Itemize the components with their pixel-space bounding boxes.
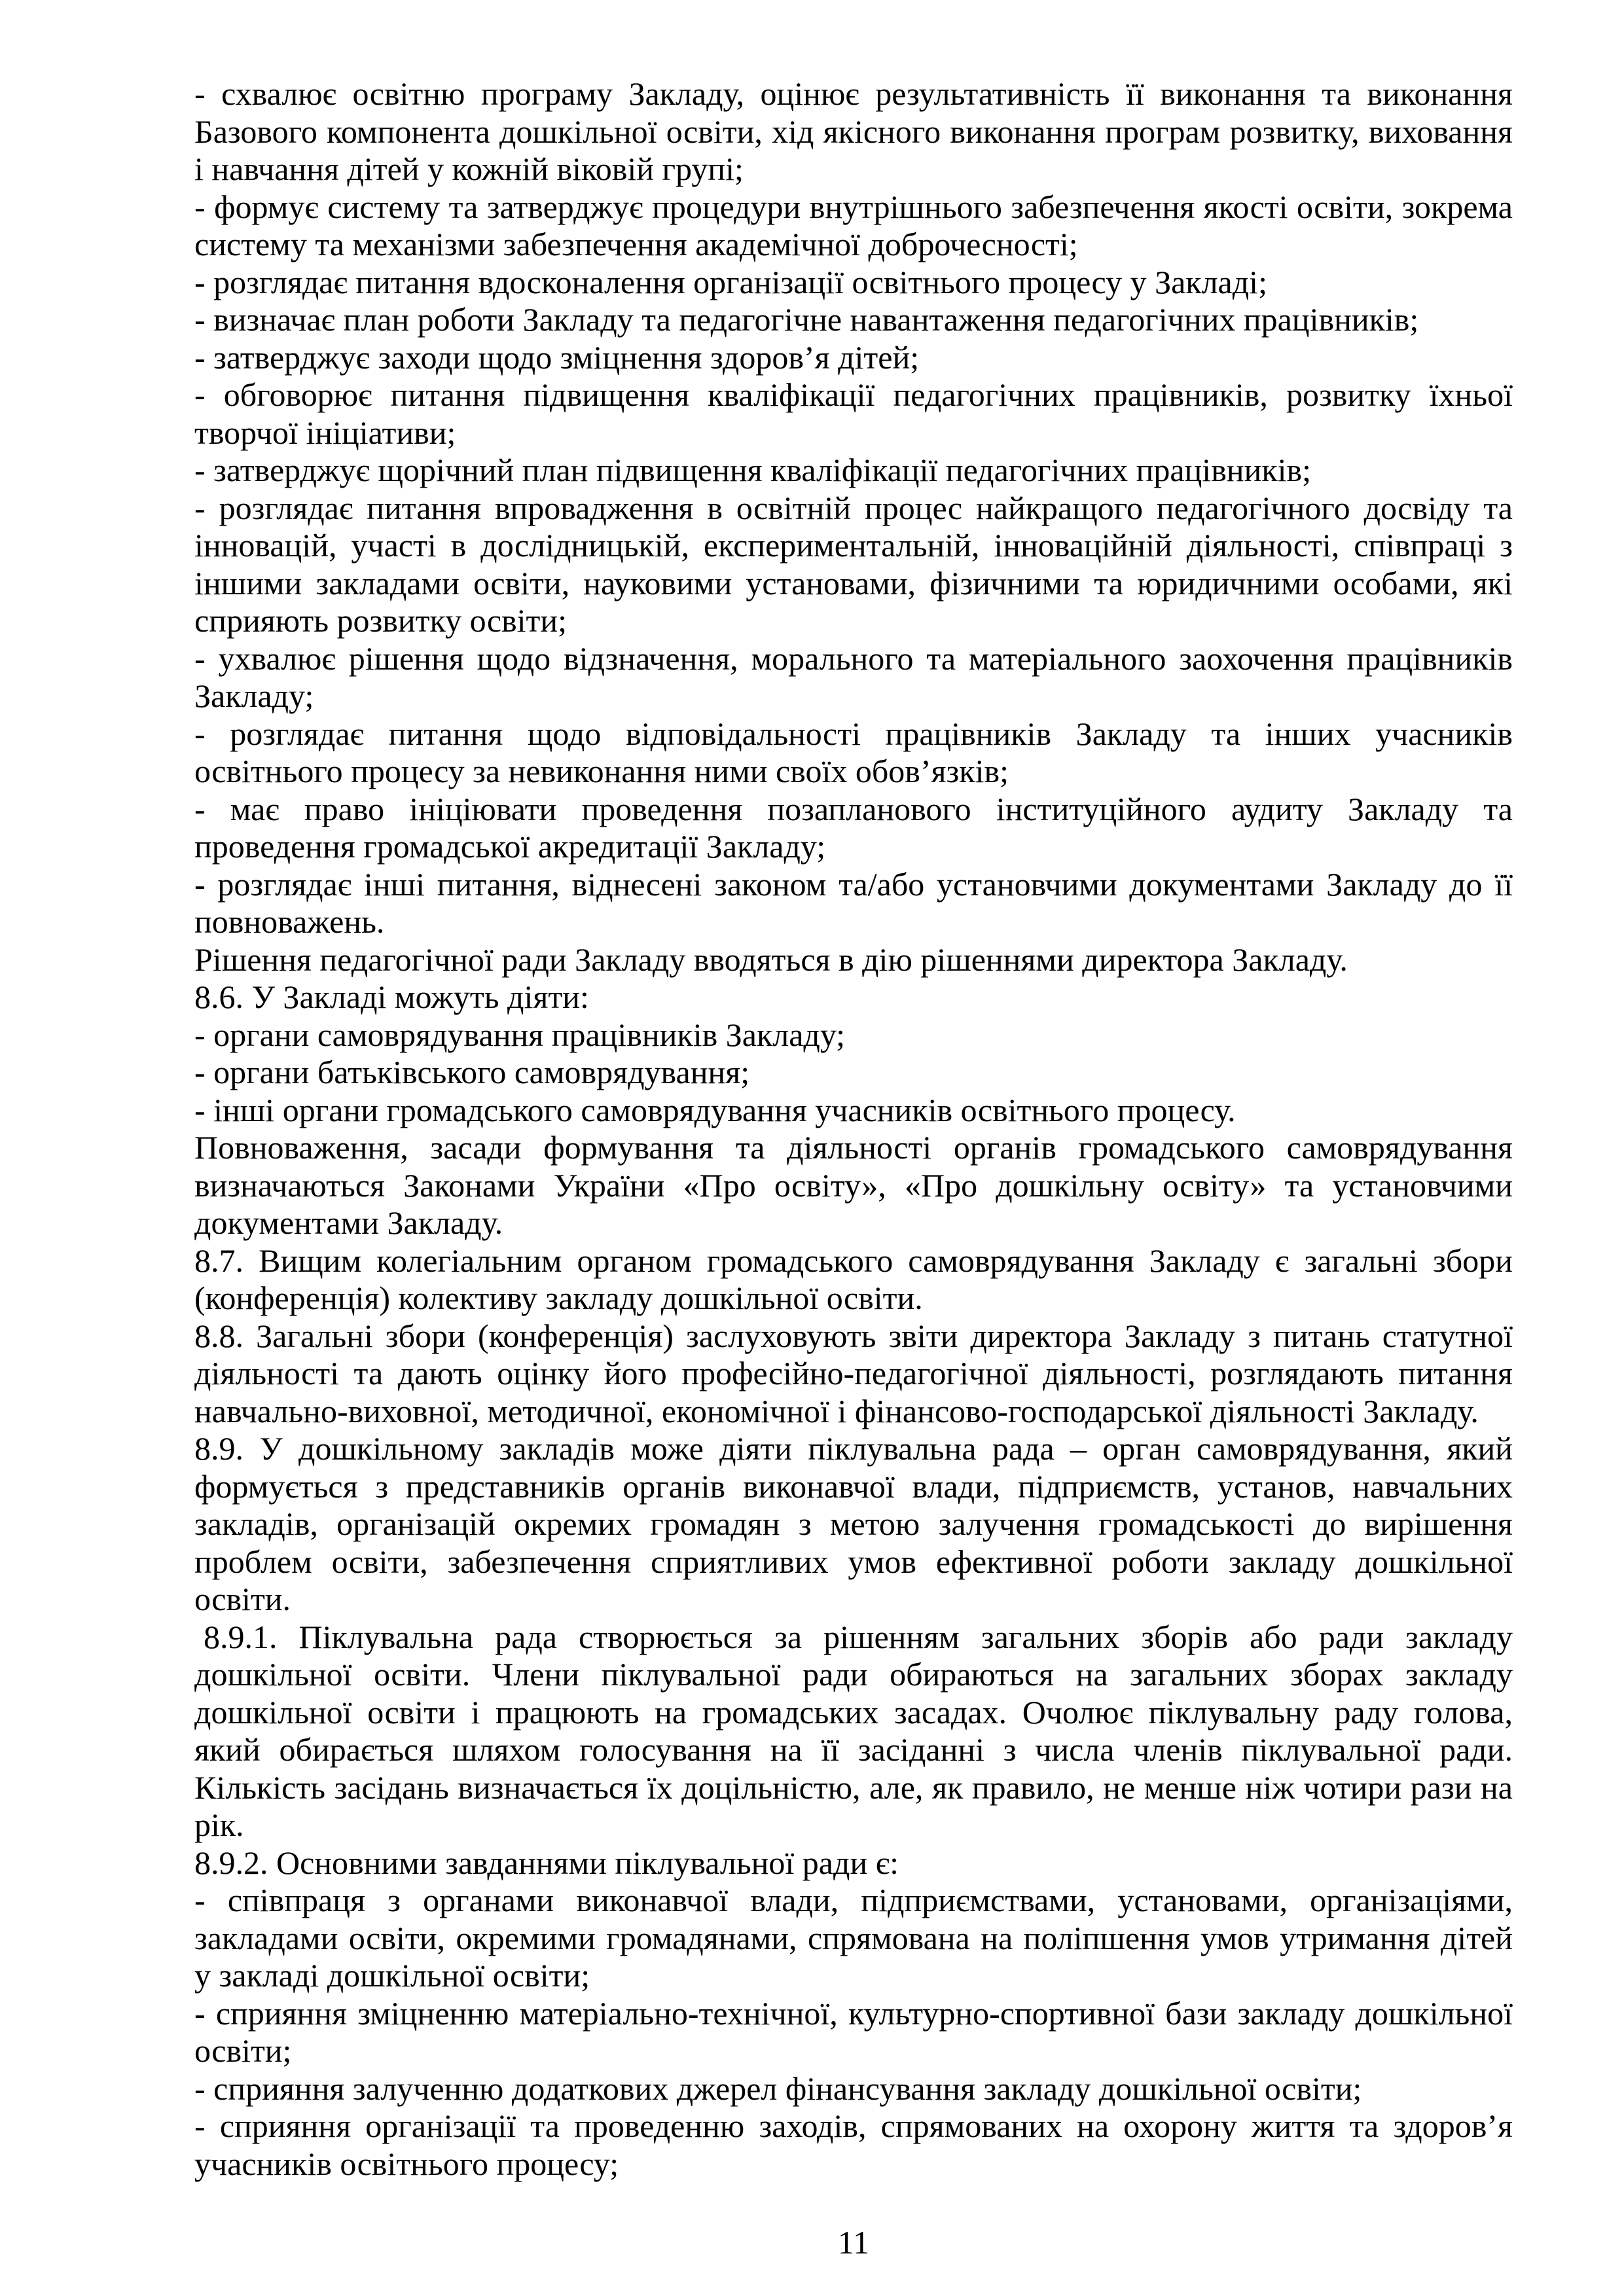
paragraph: - інші органи громадського самоврядування учасників освітнього процесу. (194, 1091, 1236, 1128)
paragraph: 8.8. Загальні збори (конференція) заслуховують звіти директора Закладу з питань статутної діяльності та дають оцінку його професійно-педагогічної діяльності, розглядають питання навчально-виховної, методичної, економічної і фінансово-господарської діяльності Закладу. (194, 1317, 1513, 1429)
paragraph: - ухвалює рішення щодо відзначення, морального та матеріального заохочення працівників Закладу; (194, 639, 1513, 714)
paragraph: - розглядає питання впровадження в освітній процес найкращого педагогічного досвіду та інновацій, участі в дослідницькій, експериментальній, інноваційній діяльності, співпраці з іншими закладами освіти, науковими установами, фізичними та юридичними особами, які сприяють розвитку освіти; (194, 489, 1513, 639)
statute-text-block (194, 75, 1513, 2183)
paragraph: 8.6. У Закладі можуть діяти: (194, 978, 589, 1015)
paragraph: 8.7. Вищим колегіальним органом громадського самоврядування Закладу є загальні збори (конференція) колективу закладу дошкільної освіти. (194, 1242, 1513, 1316)
paragraph: - затверджує щорічний план підвищення кваліфікації педагогічних працівників; (194, 452, 1312, 488)
paragraph: - сприяння залученню додаткових джерел фінансування закладу дошкільної освіти; (194, 2070, 1362, 2107)
paragraph: Рішення педагогічної ради Закладу вводяться в дію рішеннями директора Закладу. (194, 941, 1348, 978)
paragraph: - розглядає питання вдосконалення організації освітнього процесу у Закладі; (194, 263, 1267, 300)
paragraph: - органи батьківського самоврядування; (194, 1054, 750, 1090)
paragraph: - має право ініціювати проведення позапланового інституційного аудиту Закладу та проведення громадської акредитації Закладу; (194, 790, 1513, 865)
page-number: 11 (837, 2224, 870, 2261)
paragraph: - розглядає питання щодо відповідальності працівників Закладу та інших учасників освітнього процесу за невиконання ними своїх обов’язків; (194, 715, 1513, 789)
paragraph: - співпраця з органами виконавчої влади, підприємствами, установами, організаціями, закладами освіти, окремими громадянами, спрямована на поліпшення умов утримання дітей у закладі дошкільної освіти; (194, 1882, 1513, 1994)
paragraph: - сприяння зміцненню матеріально-технічної, культурно-спортивної бази закладу дошкільної освіти; (194, 1994, 1513, 2069)
paragraph: - схвалює освітню програму Закладу, оцінює результативність її виконання та виконання Базового компонента дошкільної освіти, хід якісного виконання програм розвитку, виховання і навчання дітей у кожній віковій групі; (194, 75, 1513, 187)
paragraph: - затверджує заходи щодо зміцнення здоров’я дітей; (194, 338, 920, 376)
paragraph: 8.9.2. Основними завданнями піклувальної ради є: (194, 1844, 899, 1881)
paragraph: - розглядає інші питання, віднесені законом та/або установчими документами Закладу до її повноважень. (194, 865, 1513, 940)
paragraph: - органи самоврядування працівників Закладу; (194, 1016, 846, 1053)
paragraph: 8.9. У дошкільному закладів може діяти піклувальна рада – орган самоврядування, який формується з представників органів виконавчої влади, підприємств, установ, навчальних закладів, організацій окремих громадян з метою залучення громадськості до вирішення проблем освіти, забезпечення сприятливих умов ефективної роботи закладу дошкільної освіти. (194, 1430, 1513, 1617)
paragraph: - визначає план роботи Закладу та педагогічне навантаження педагогічних працівників; (194, 301, 1419, 338)
paragraph: Повноваження, засади формування та діяльності органів громадського самоврядування визначаються Законами України «Про освіту», «Про дошкільну освіту» та установчими документами Закладу. (194, 1129, 1513, 1241)
paragraph: - формує систему та затверджує процедури внутрішнього забезпечення якості освіти, зокрема систему та механізми забезпечення академічної доброчесності; (194, 188, 1513, 262)
paragraph: - сприяння організації та проведенню заходів, спрямованих на охорону життя та здоров’я учасників освітнього процесу; (194, 2108, 1513, 2182)
paragraph: 8.9.1. Піклувальна рада створюється за рішенням загальних зборів або ради закладу дошкільної освіти. Члени піклувальної ради обираються на загальних зборах закладу дошкільної освіти і працюють на громадських засадах. Очолює піклувальну раду голова, який обирається шляхом голосування на її засіданні з числа членів піклувальної ради. Кількість засідань визначається їх доцільністю, але, як правило, не менше ніж чотири рази на рік. (194, 1618, 1513, 1843)
paragraph: - обговорює питання підвищення кваліфікації педагогічних працівників, розвитку їхньої творчої ініціативи; (194, 376, 1513, 451)
